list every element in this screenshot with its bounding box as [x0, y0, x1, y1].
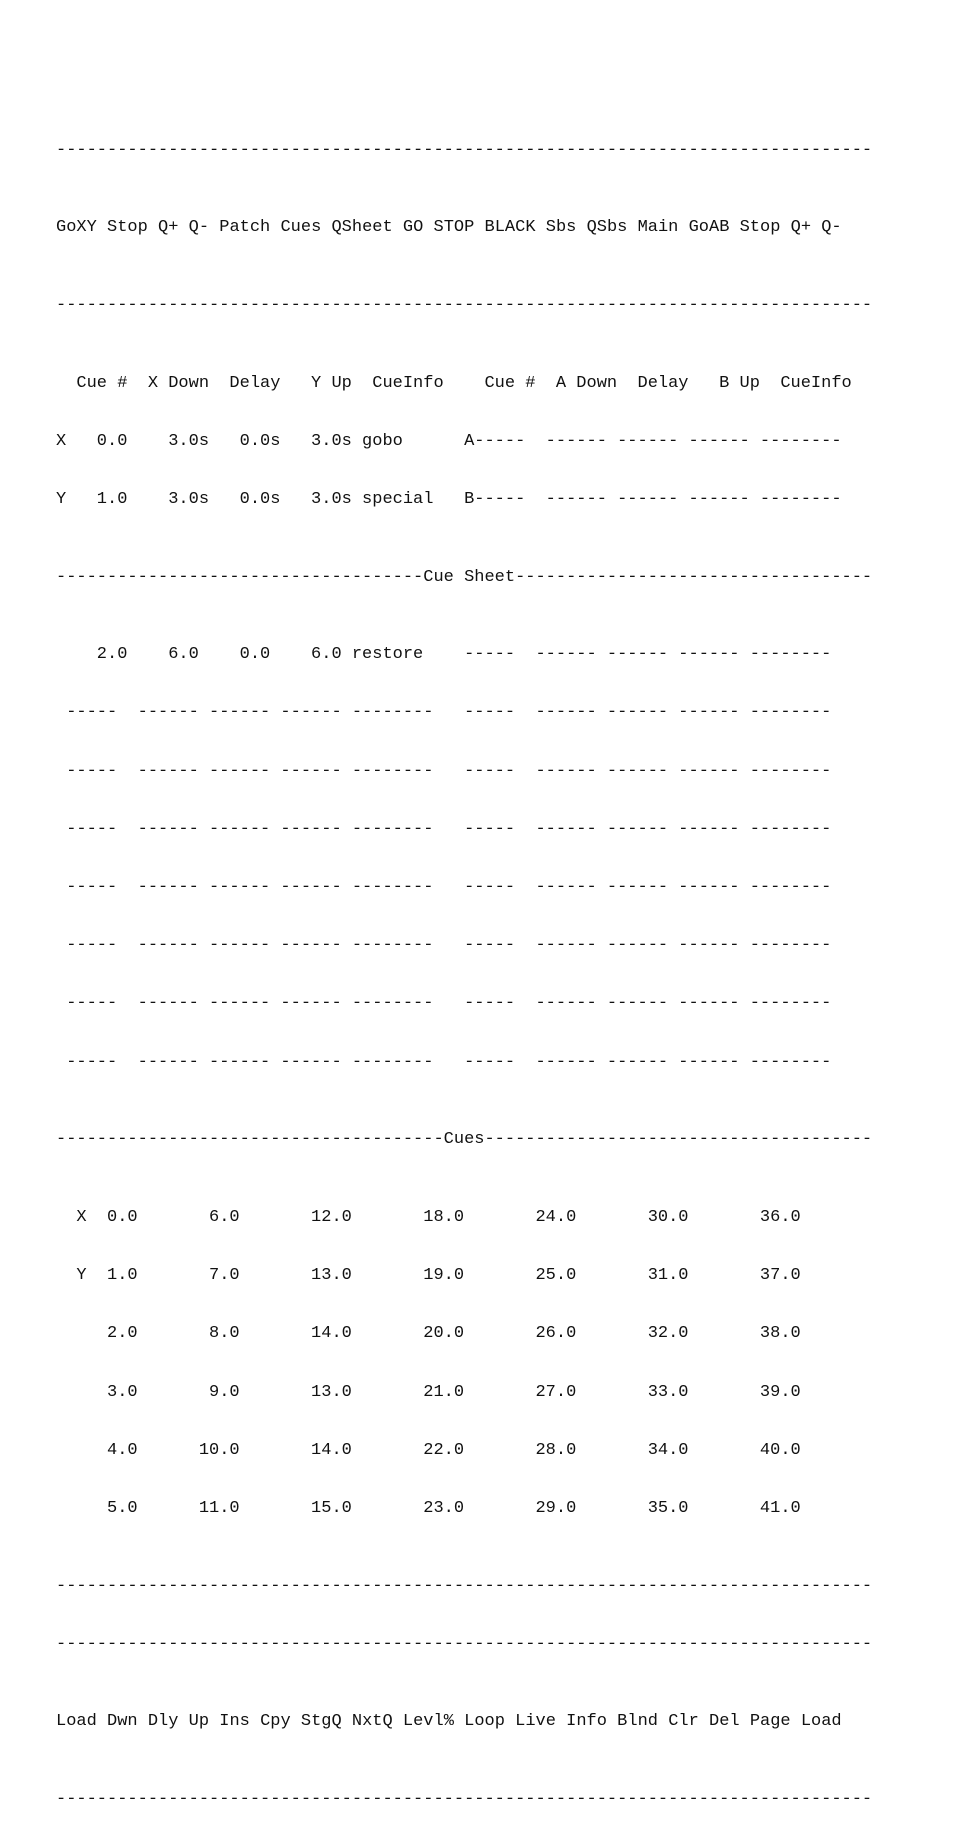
cue-sheet-row[interactable]: ----- ------ ------ ------ -------- ----- ------ ------ ------ --------	[56, 1052, 832, 1072]
key-q-plus[interactable]: Q+	[158, 218, 179, 238]
key-loop[interactable]: Loop	[464, 1712, 505, 1732]
key-goab[interactable]: GoAB	[688, 218, 730, 238]
key-info[interactable]: Info	[566, 1712, 607, 1732]
key-load[interactable]: Load	[56, 1712, 97, 1732]
key-levl[interactable]: Levl%	[402, 1712, 454, 1732]
softkey-bar-top	[56, 218, 872, 237]
key-cpy[interactable]: Cpy	[260, 1712, 291, 1732]
key-q-minus[interactable]: Q-	[188, 218, 210, 238]
cue-list-row[interactable]: 2.0 8.0 14.0 20.0 26.0 32.0 38.0	[56, 1324, 801, 1344]
cue-list-row[interactable]: 5.0 11.0 15.0 23.0 29.0 35.0 41.0	[56, 1498, 801, 1518]
key-blnd[interactable]: Blnd	[617, 1712, 658, 1732]
key-stgq[interactable]: StgQ	[300, 1712, 342, 1732]
cue-sheet-row[interactable]: ----- ------ ------ ------ -------- ----- ------ ------ ------ --------	[56, 761, 832, 781]
key-live[interactable]: Live	[515, 1712, 556, 1732]
separator-cues: --------------------------------------Cues--------------------------------------	[56, 1130, 873, 1150]
separator-after-cues-2: --------------------------------------------------------------------------------	[56, 1634, 873, 1654]
crossfader-row-y: Y 1.0 3.0s 0.0s 3.0s special B----- ------ ------ ------ --------	[56, 490, 842, 510]
key-goxy[interactable]: GoXY	[56, 218, 97, 238]
key-stop-all[interactable]: STOP	[433, 218, 475, 238]
cue-list-row[interactable]: 3.0 9.0 13.0 21.0 27.0 33.0 39.0	[56, 1382, 801, 1402]
console-screen	[56, 102, 872, 1829]
key-patch[interactable]: Patch	[219, 218, 271, 238]
cue-list-row[interactable]: 4.0 10.0 14.0 22.0 28.0 34.0 40.0	[56, 1440, 801, 1460]
key-nxtq[interactable]: NxtQ	[351, 1712, 393, 1732]
cue-sheet-row[interactable]: ----- ------ ------ ------ -------- ----- ------ ------ ------ --------	[56, 703, 832, 723]
key-dly[interactable]: Dly	[147, 1712, 179, 1732]
key-sbs[interactable]: Sbs	[545, 218, 577, 238]
cue-sheet-row[interactable]: ----- ------ ------ ------ -------- ----- ------ ------ ------ --------	[56, 878, 832, 898]
separator-after-cues-1: --------------------------------------------------------------------------------	[56, 1576, 873, 1596]
key-stop-ab[interactable]: Stop	[739, 218, 781, 238]
key-load-2[interactable]: Load	[800, 1712, 842, 1732]
key-go[interactable]: GO	[402, 218, 424, 238]
crossfader-row-x: X 0.0 3.0s 0.0s 3.0s gobo A----- ------ ------ ------ --------	[56, 431, 842, 451]
key-clr[interactable]: Clr	[668, 1712, 699, 1732]
key-main[interactable]: Main	[637, 218, 679, 238]
key-dwn[interactable]: Dwn	[107, 1712, 138, 1732]
key-cues[interactable]: Cues	[280, 218, 322, 238]
key-ins[interactable]: Ins	[219, 1712, 250, 1732]
key-qsbs[interactable]: QSbs	[586, 218, 628, 238]
key-black[interactable]: BLACK	[484, 218, 536, 238]
cue-list-row[interactable]: Y 1.0 7.0 13.0 19.0 25.0 31.0 37.0	[56, 1266, 801, 1286]
softkey-bar-bottom	[56, 1712, 872, 1731]
separator-bottom: --------------------------------------------------------------------------------	[56, 1789, 873, 1809]
key-q-plus-ab[interactable]: Q+	[790, 218, 812, 238]
key-del[interactable]: Del	[709, 1712, 740, 1732]
cue-sheet-row[interactable]: ----- ------ ------ ------ -------- ----- ------ ------ ------ --------	[56, 819, 832, 839]
key-page[interactable]: Page	[749, 1712, 791, 1732]
separator-after-top-keys: --------------------------------------------------------------------------------	[56, 296, 873, 316]
key-stop[interactable]: Stop	[107, 218, 148, 238]
key-up[interactable]: Up	[188, 1712, 210, 1732]
cue-sheet-row[interactable]: 2.0 6.0 0.0 6.0 restore ----- ------ ------ ------ --------	[56, 645, 832, 665]
key-qsheet[interactable]: QSheet	[331, 218, 393, 238]
key-q-minus-ab[interactable]: Q-	[821, 218, 842, 238]
cue-sheet-row[interactable]: ----- ------ ------ ------ -------- ----- ------ ------ ------ --------	[56, 936, 832, 956]
separator-top: --------------------------------------------------------------------------------	[56, 140, 873, 160]
crossfader-header-row: Cue # X Down Delay Y Up CueInfo Cue # A Down Delay B Up CueInfo	[56, 373, 852, 393]
cue-sheet-row[interactable]: ----- ------ ------ ------ -------- ----- ------ ------ ------ --------	[56, 994, 832, 1014]
cue-list-row[interactable]: X 0.0 6.0 12.0 18.0 24.0 30.0 36.0	[56, 1207, 801, 1227]
separator-cue-sheet: ------------------------------------Cue Sheet-----------------------------------	[56, 567, 873, 587]
